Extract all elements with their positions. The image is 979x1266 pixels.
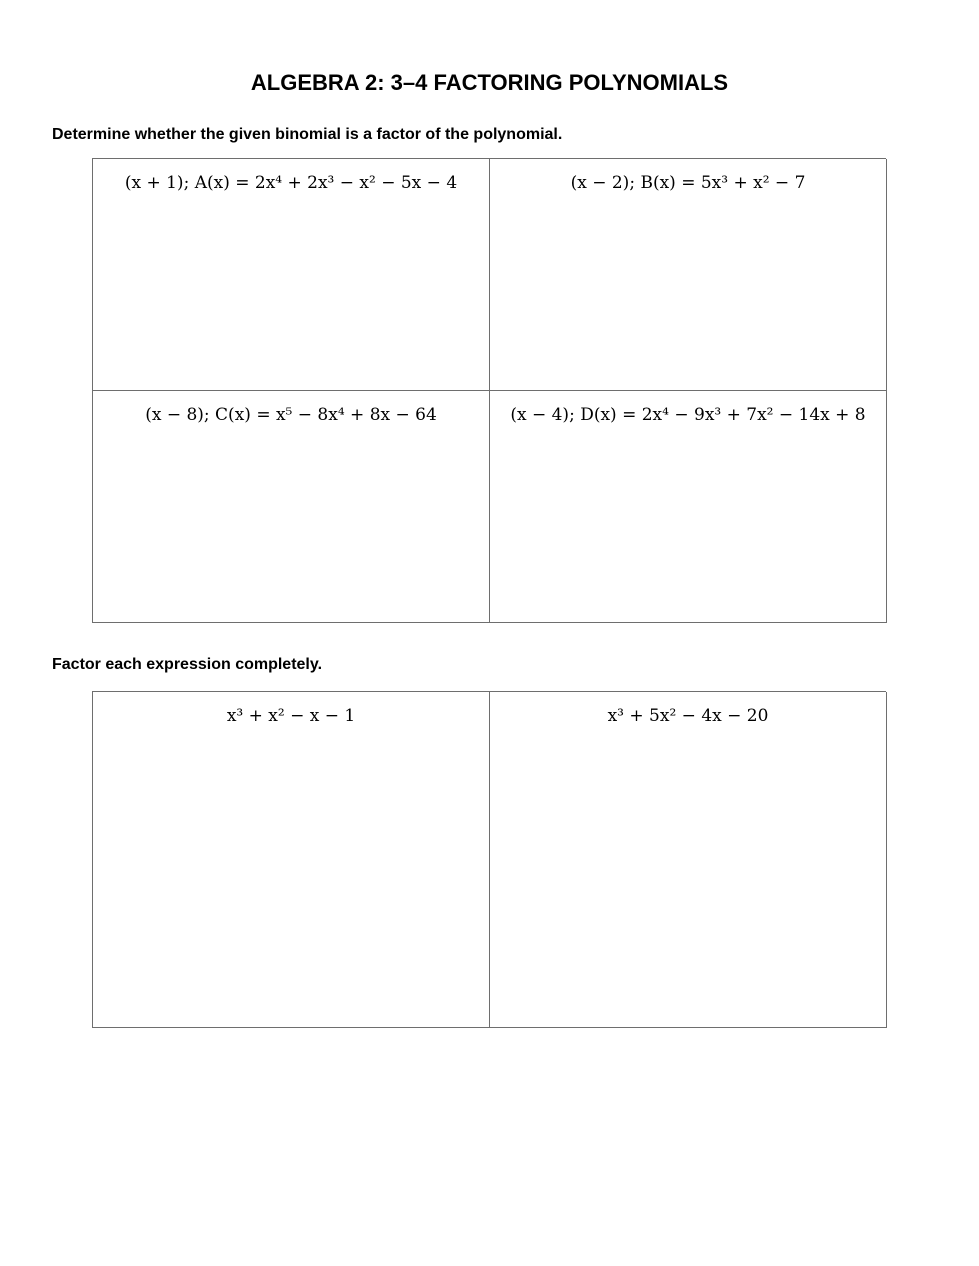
problem-cell[interactable]	[93, 159, 490, 391]
problem-expression: (x + 1); A(x) = 2x⁴ + 2x³ − x² − 5x − 4	[124, 173, 458, 193]
problem-expression: x³ + x² − x − 1	[226, 706, 356, 726]
problem-cell[interactable]	[490, 391, 887, 623]
problem-expression: (x − 4); D(x) = 2x⁴ − 9x³ + 7x² − 14x + 8	[510, 405, 866, 425]
section-1-instruction: Determine whether the given binomial is a factor of the polynomial.	[52, 126, 563, 143]
problem-expression: x³ + 5x² − 4x − 20	[607, 706, 769, 726]
factor-check-grid	[92, 158, 886, 623]
problem-expression: (x − 8); C(x) = x⁵ − 8x⁴ + 8x − 64	[145, 405, 437, 425]
problem-cell[interactable]	[93, 391, 490, 623]
problem-cell[interactable]	[490, 159, 887, 391]
factor-completely-grid	[92, 691, 886, 1028]
problem-expression: (x − 2); B(x) = 5x³ + x² − 7	[570, 173, 806, 193]
problem-cell[interactable]	[490, 692, 887, 1028]
problem-cell[interactable]	[93, 692, 490, 1028]
section-2-instruction: Factor each expression completely.	[52, 656, 323, 673]
page-title: ALGEBRA 2: 3–4 FACTORING POLYNOMIALS	[250, 70, 729, 95]
